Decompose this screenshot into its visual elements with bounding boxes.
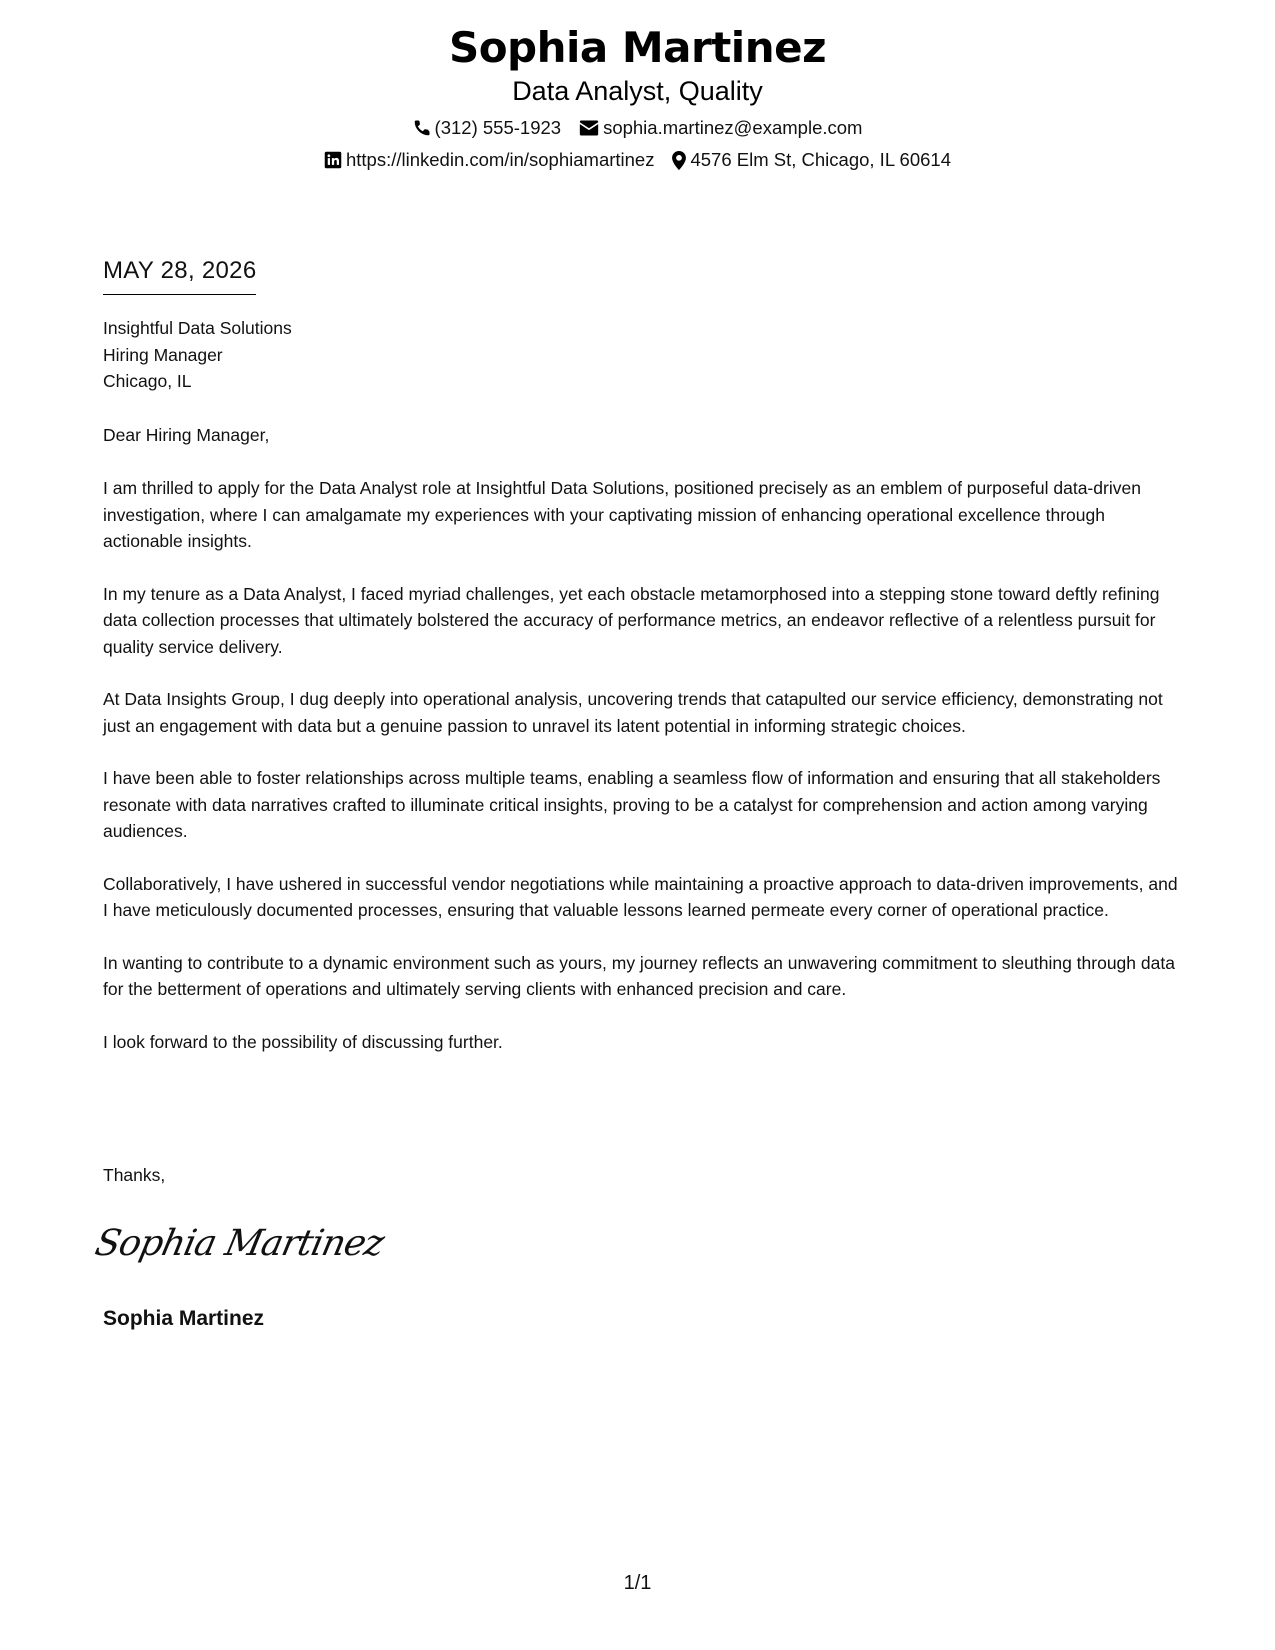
body-paragraph: At Data Insights Group, I dug deeply into operational analysis, uncovering trends that catapulted our service efficiency, demonstrating not just an engagement with data but a genuine passion to unravel its latent potential in informing strategic choices. bbox=[103, 689, 1163, 736]
signature-text: Sophia Martinez bbox=[91, 1221, 388, 1264]
linkedin-icon bbox=[324, 151, 342, 169]
page-number: 1/1 bbox=[623, 1572, 652, 1594]
linkedin-text: https://linkedin.com/in/sophiamartinez bbox=[345, 149, 655, 170]
signer-name: Sophia Martinez bbox=[103, 1307, 265, 1330]
applicant-name: Sophia Martinez bbox=[448, 23, 827, 72]
address-text: 4576 Elm St, Chicago, IL 60614 bbox=[690, 149, 952, 170]
contact-line-secondary bbox=[0, 148, 1275, 172]
signature-drawing bbox=[91, 1215, 388, 1269]
recipient-role: Hiring Manager bbox=[103, 344, 223, 365]
handwritten-signature bbox=[91, 1215, 388, 1274]
recipient-company: Insightful Data Solutions bbox=[103, 318, 292, 338]
envelope-icon bbox=[579, 120, 599, 136]
body-paragraph: In wanting to contribute to a dynamic environment such as yours, my journey reflects an unwavering commitment to sleuthing through data for the betterment of operations and ultimately serving clients with enhanced precision and care. bbox=[103, 952, 1175, 999]
letter-header bbox=[0, 22, 1275, 172]
body-paragraph: I look forward to the possibility of discussing further. bbox=[103, 1031, 503, 1052]
contact-email bbox=[579, 116, 862, 140]
body-paragraph: Collaboratively, I have ushered in successful vendor negotiations while maintaining a proactive approach to data-driven improvements, and I have meticulously documented processes, ensuring that valuable lessons learned permeate every corner of operational practice. bbox=[103, 873, 1178, 920]
letter-body bbox=[103, 475, 1181, 1081]
phone-icon bbox=[413, 119, 431, 137]
contact-phone bbox=[413, 116, 562, 140]
body-paragraph: I am thrilled to apply for the Data Analyst role at Insightful Data Solutions, positioned precisely as an emblem of purposeful data-driven investigation, where I can amalgamate my experiences with your captivating mission of enhancing operational excellence through actionable insights. bbox=[103, 478, 1141, 551]
phone-text: (312) 555-1923 bbox=[434, 117, 562, 138]
recipient-block bbox=[103, 315, 292, 395]
email-text: sophia.martinez@example.com bbox=[603, 117, 863, 138]
body-paragraph: I have been able to foster relationships across multiple teams, enabling a seamless flow of information and ensuring that all stakeholders resonate with data narratives crafted to illuminate critical insights, proving to be a catalyst for comprehension and action among varying audiences. bbox=[103, 768, 1161, 841]
letter-closing: Thanks, bbox=[103, 1165, 166, 1185]
map-marker-icon bbox=[672, 151, 686, 170]
letter-greeting: Dear Hiring Manager, bbox=[103, 425, 270, 445]
letter-date: MAY 28, 2026 bbox=[103, 256, 256, 295]
applicant-title: Data Analyst, Quality bbox=[512, 76, 763, 106]
recipient-location: Chicago, IL bbox=[103, 371, 192, 391]
body-paragraph: In my tenure as a Data Analyst, I faced myriad challenges, yet each obstacle metamorphosed into a stepping stone toward deftly refining data collection processes that ultimately bolstered the accuracy of performance metrics, an endeavor reflective of a relentless pursuit for quality service delivery. bbox=[103, 583, 1160, 657]
contact-address bbox=[672, 148, 951, 172]
contact-linkedin bbox=[324, 148, 654, 172]
contact-line-primary bbox=[0, 116, 1275, 140]
